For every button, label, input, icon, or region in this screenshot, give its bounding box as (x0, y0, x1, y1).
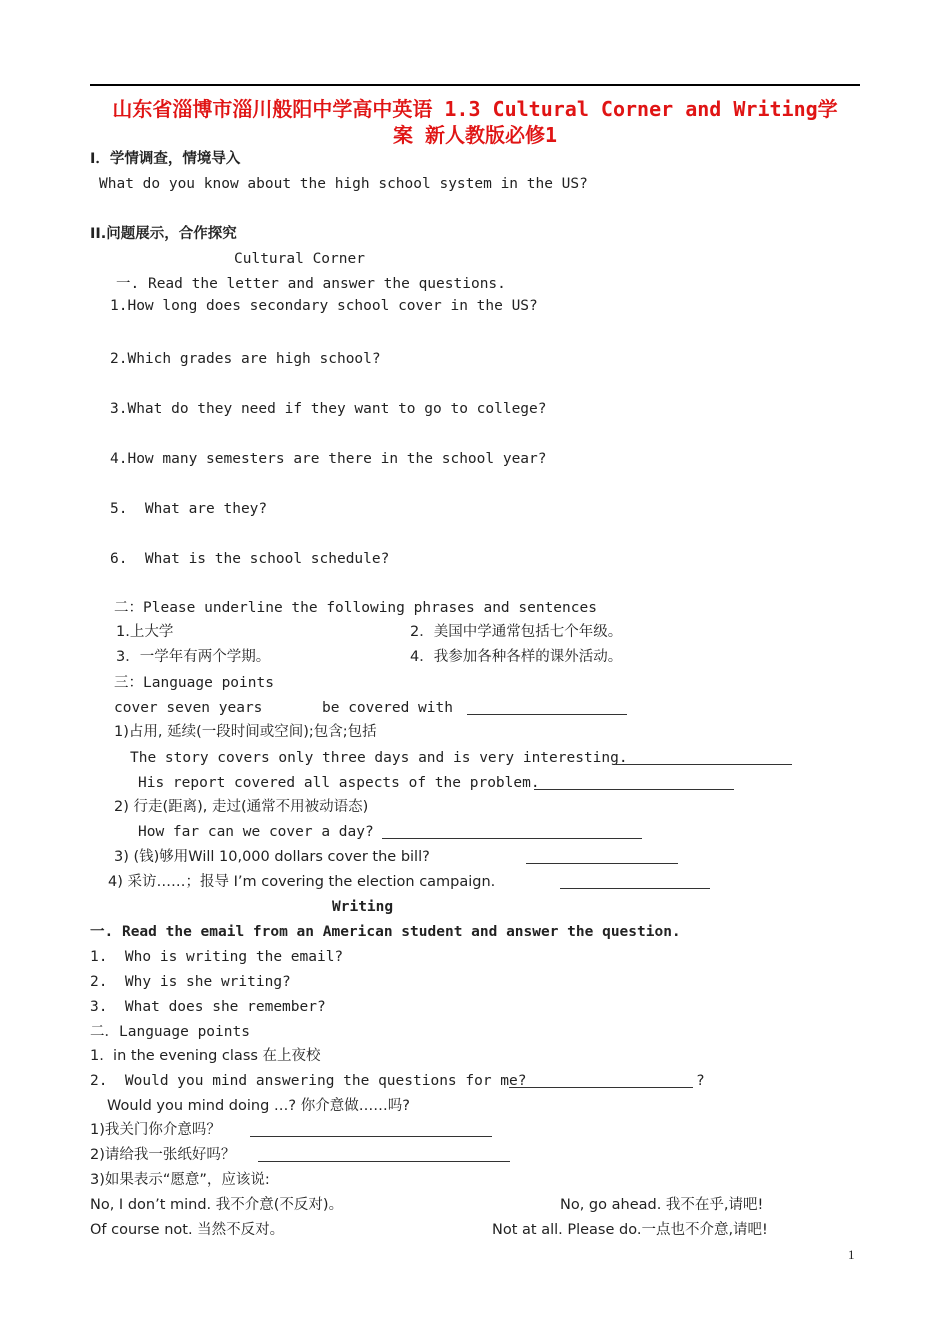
meaning-1: 1)占用, 延续(一段时间或空间);包含;包括 (114, 724, 377, 740)
meaning-4: 4) 采访……；报导 I’m covering the election campaign. (108, 874, 496, 890)
answer-blank[interactable] (250, 1122, 492, 1137)
writing-heading: Writing (332, 899, 394, 915)
item-3: 3)如果表示“愿意”，应该说: (90, 1172, 270, 1188)
section2-heading: II.问题展示，合作探究 (90, 226, 237, 242)
part1-intro: 一. Read the letter and answer the questions. (116, 276, 506, 292)
writing-part2-intro: 二．Language points (90, 1024, 250, 1040)
lp-be-covered-with: be covered with (322, 700, 453, 716)
writing-lp-2-question-mark: ? (696, 1073, 705, 1089)
page-number: 1 (848, 1247, 855, 1262)
writing-lp-3: Would you mind doing …? 你介意做……吗? (107, 1098, 410, 1114)
question-3: 3.What do they need if they want to go to college? (110, 401, 547, 417)
response-4: Not at all. Please do.一点也不介意,请吧! (492, 1222, 768, 1238)
meaning-2: 2) 行走(距离), 走过(通常不用被动语态) (114, 799, 369, 815)
writing-lp-2: 2. Would you mind answering the questions for me? (90, 1073, 527, 1089)
response-2: No, go ahead. 我不在乎,请吧! (560, 1197, 764, 1213)
document-title-line2: 案 新人教版必修1 (392, 123, 558, 147)
section1-heading: I．学情调查，情境导入 (90, 151, 241, 167)
answer-blank[interactable] (258, 1147, 510, 1162)
writing-question-3: 3. What does she remember? (90, 999, 326, 1015)
response-3: Of course not. 当然不反对。 (90, 1222, 285, 1238)
writing-part1-intro: 一. Read the email from an American student and answer the question. (90, 924, 681, 940)
writing-lp-1: 1. in the evening class 在上夜校 (90, 1048, 321, 1064)
header-rule (90, 84, 860, 86)
lp-cover-seven-years: cover seven years (114, 700, 263, 716)
example-how-far: How far can we cover a day? (138, 824, 374, 840)
answer-blank[interactable] (560, 874, 710, 889)
example-story: The story covers only three days and is very interesting. (130, 750, 628, 766)
example-report: His report covered all aspects of the problem. (138, 775, 540, 791)
part3-intro: 三：Language points (114, 675, 274, 691)
item-1: 1)我关门你介意吗？ (90, 1122, 221, 1138)
phrase-4: 4．我参加各种各样的课外活动。 (410, 649, 623, 665)
document-title-line1: 山东省淄博市淄川般阳中学高中英语 1.3 Cultural Corner and Writing学 (112, 97, 838, 121)
part2-intro: 二：Please underline the following phrases and sentences (114, 600, 597, 616)
question-5: 5. What are they? (110, 501, 268, 517)
writing-question-1: 1. Who is writing the email? (90, 949, 344, 965)
response-1: No, I don’t mind. 我不介意(不反对)。 (90, 1197, 344, 1213)
phrase-1: 1.上大学 (116, 624, 174, 640)
cultural-corner-heading: Cultural Corner (234, 251, 365, 267)
answer-blank[interactable] (616, 750, 792, 765)
item-2: 2)请给我一张纸好吗？ (90, 1147, 236, 1163)
question-2: 2.Which grades are high school? (110, 351, 381, 367)
question-1: 1.How long does secondary school cover in the US? (110, 298, 538, 314)
phrase-2: 2．美国中学通常包括七个年级。 (410, 624, 623, 640)
section1-question: What do you know about the high school system in the US? (99, 176, 588, 192)
question-4: 4.How many semesters are there in the school year? (110, 451, 547, 467)
answer-blank[interactable] (467, 700, 627, 715)
phrase-3: 3．一学年有两个学期。 (116, 649, 271, 665)
answer-blank[interactable] (534, 775, 734, 790)
meaning-3: 3) (钱)够用Will 10,000 dollars cover the bill? (114, 849, 430, 865)
answer-blank[interactable] (382, 824, 642, 839)
answer-blank[interactable] (509, 1073, 693, 1088)
writing-question-2: 2. Why is she writing? (90, 974, 291, 990)
answer-blank[interactable] (526, 849, 678, 864)
question-6: 6. What is the school schedule? (110, 551, 390, 567)
